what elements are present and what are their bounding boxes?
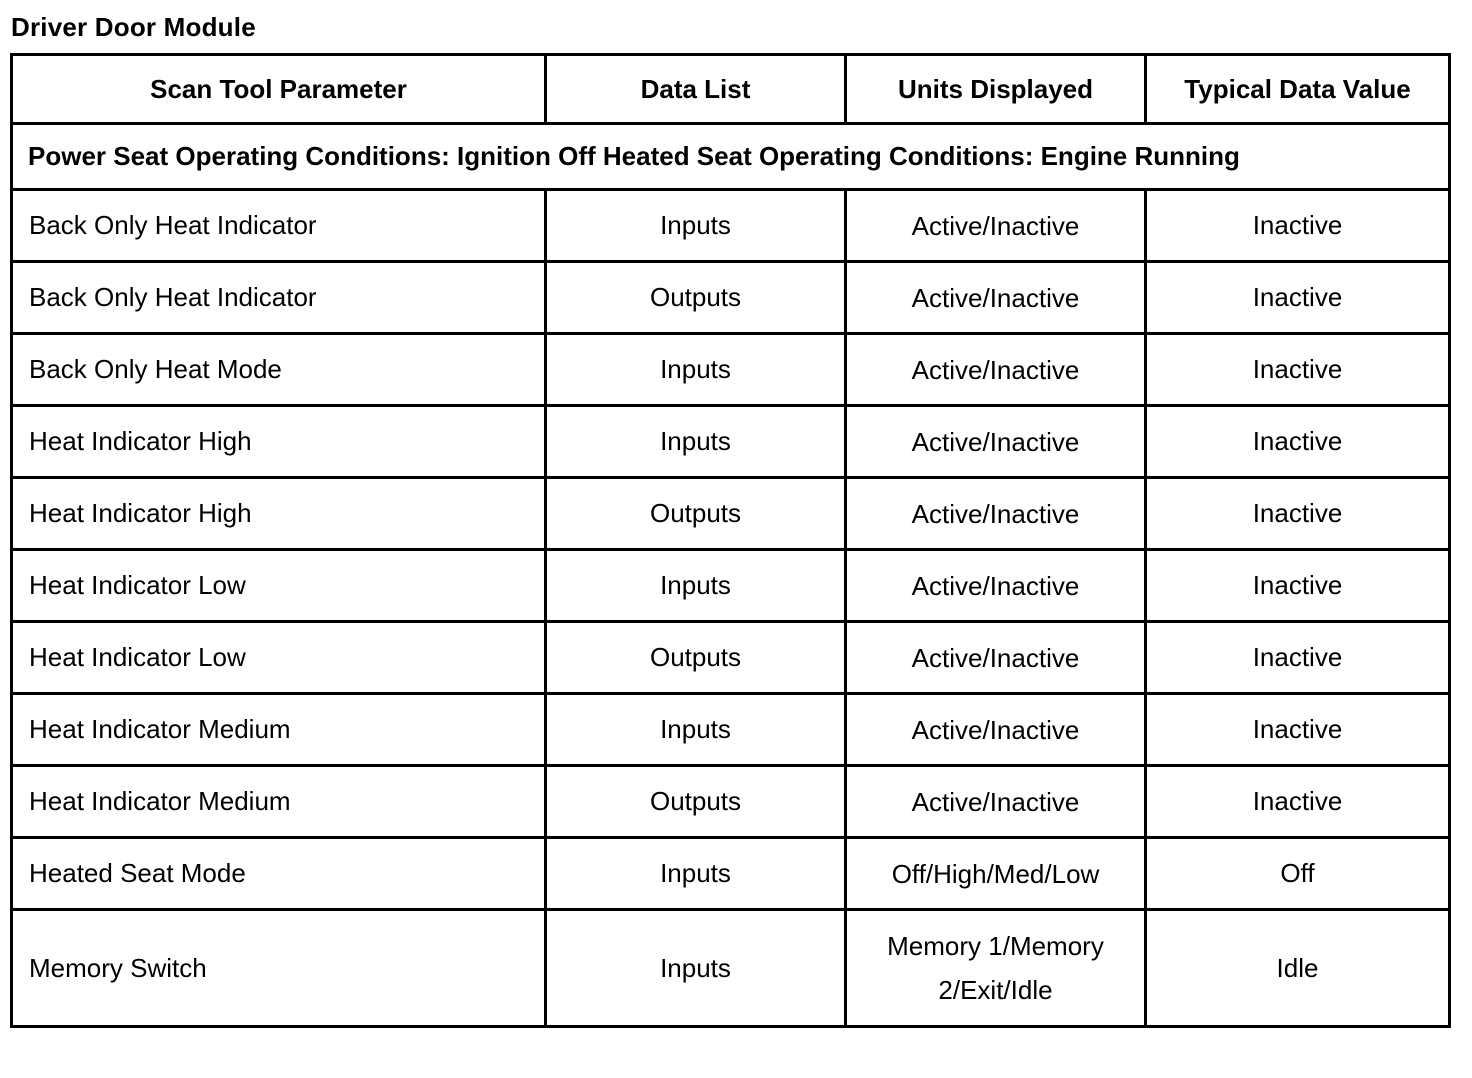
cell-typical-value: Inactive	[1146, 406, 1450, 478]
operating-conditions-row	[12, 124, 1450, 190]
cell-parameter: Back Only Heat Mode	[12, 334, 546, 406]
cell-data-list: Inputs	[546, 838, 846, 910]
cell-typical-value: Inactive	[1146, 334, 1450, 406]
cell-units: Active/Inactive	[846, 478, 1146, 550]
cell-units: Active/Inactive	[846, 550, 1146, 622]
cell-parameter: Heated Seat Mode	[12, 838, 546, 910]
operating-conditions: Power Seat Operating Conditions: Ignition Off Heated Seat Operating Conditions: Engine Running	[12, 124, 1450, 190]
cell-data-list: Outputs	[546, 766, 846, 838]
cell-parameter: Heat Indicator Low	[12, 622, 546, 694]
cell-typical-value: Inactive	[1146, 478, 1450, 550]
header-typical-data-value: Typical Data Value	[1146, 55, 1450, 124]
cell-data-list: Inputs	[546, 334, 846, 406]
table-row	[12, 478, 1450, 550]
table-row	[12, 334, 1450, 406]
cell-units: Active/Inactive	[846, 334, 1146, 406]
cell-typical-value: Inactive	[1146, 694, 1450, 766]
header-scan-tool-parameter: Scan Tool Parameter	[12, 55, 546, 124]
cell-parameter: Back Only Heat Indicator	[12, 190, 546, 262]
cell-data-list: Inputs	[546, 694, 846, 766]
cell-parameter: Heat Indicator Medium	[12, 694, 546, 766]
cell-data-list: Inputs	[546, 406, 846, 478]
cell-units: Off/High/Med/Low	[846, 838, 1146, 910]
cell-data-list: Inputs	[546, 910, 846, 1027]
header-units-displayed: Units Displayed	[846, 55, 1146, 124]
cell-data-list: Outputs	[546, 622, 846, 694]
cell-typical-value: Inactive	[1146, 190, 1450, 262]
table-row	[12, 406, 1450, 478]
cell-units: Active/Inactive	[846, 262, 1146, 334]
cell-units: Active/Inactive	[846, 190, 1146, 262]
table-header-row	[12, 55, 1450, 124]
cell-data-list: Inputs	[546, 550, 846, 622]
cell-typical-value: Inactive	[1146, 622, 1450, 694]
cell-units: Active/Inactive	[846, 766, 1146, 838]
table-row	[12, 190, 1450, 262]
cell-data-list: Outputs	[546, 262, 846, 334]
table-row	[12, 622, 1450, 694]
cell-parameter: Back Only Heat Indicator	[12, 262, 546, 334]
cell-units: Memory 1/Memory 2/Exit/Idle	[846, 910, 1146, 1027]
header-data-list: Data List	[546, 55, 846, 124]
cell-typical-value: Inactive	[1146, 766, 1450, 838]
cell-units: Active/Inactive	[846, 694, 1146, 766]
cell-typical-value: Idle	[1146, 910, 1450, 1027]
cell-parameter: Memory Switch	[12, 910, 546, 1027]
table-row	[12, 550, 1450, 622]
table-row	[12, 838, 1450, 910]
table-row	[12, 910, 1450, 1027]
cell-parameter: Heat Indicator Low	[12, 550, 546, 622]
cell-data-list: Inputs	[546, 190, 846, 262]
cell-typical-value: Off	[1146, 838, 1450, 910]
table-row	[12, 262, 1450, 334]
cell-parameter: Heat Indicator High	[12, 478, 546, 550]
cell-parameter: Heat Indicator Medium	[12, 766, 546, 838]
cell-data-list: Outputs	[546, 478, 846, 550]
cell-units: Active/Inactive	[846, 622, 1146, 694]
cell-typical-value: Inactive	[1146, 262, 1450, 334]
table-row	[12, 766, 1450, 838]
cell-parameter: Heat Indicator High	[12, 406, 546, 478]
page-title: Driver Door Module	[11, 12, 256, 42]
table-row	[12, 694, 1450, 766]
scan-tool-data-table	[10, 53, 1451, 1028]
cell-typical-value: Inactive	[1146, 550, 1450, 622]
cell-units: Active/Inactive	[846, 406, 1146, 478]
